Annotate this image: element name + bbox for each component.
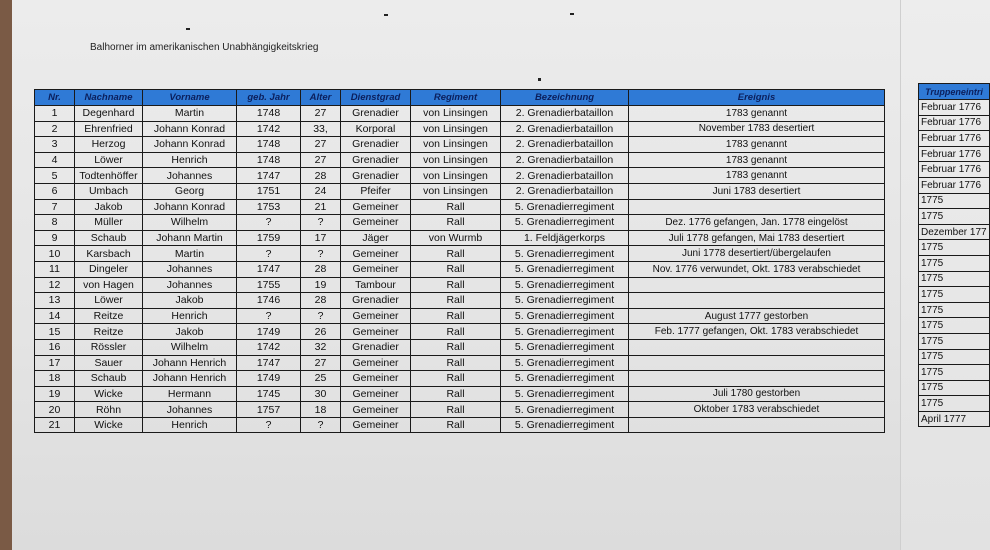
side-row bbox=[919, 396, 990, 412]
cell-bezeichnung: 1. Feldjägerkorps bbox=[501, 230, 629, 246]
cell-regiment: von Linsingen bbox=[411, 106, 501, 122]
cell-vorname: Wilhelm bbox=[143, 339, 237, 355]
cell-dienstgrad: Gemeiner bbox=[341, 261, 411, 277]
table-row bbox=[35, 339, 885, 355]
cell-truppeneintritt: 1775 bbox=[919, 271, 990, 287]
cell-geb-jahr: 1747 bbox=[237, 261, 301, 277]
side-header-row bbox=[919, 84, 990, 100]
cell-truppeneintritt: Februar 1776 bbox=[919, 146, 990, 162]
cell-nr: 11 bbox=[35, 261, 75, 277]
cell-geb-jahr: 1755 bbox=[237, 277, 301, 293]
cell-nachname: Löwer bbox=[75, 293, 143, 309]
cell-geb-jahr: 1753 bbox=[237, 199, 301, 215]
cell-bezeichnung: 5. Grenadierregiment bbox=[501, 308, 629, 324]
cell-dienstgrad: Grenadier bbox=[341, 152, 411, 168]
side-row bbox=[919, 224, 990, 240]
cell-geb-jahr: 1749 bbox=[237, 324, 301, 340]
cell-bezeichnung: 5. Grenadierregiment bbox=[501, 199, 629, 215]
cell-geb-jahr: 1745 bbox=[237, 386, 301, 402]
cell-ereignis: 1783 genannt bbox=[629, 152, 885, 168]
cell-ereignis: Juli 1778 gefangen, Mai 1783 desertiert bbox=[629, 230, 885, 246]
side-row bbox=[919, 333, 990, 349]
cell-ereignis bbox=[629, 371, 885, 387]
cell-truppeneintritt: 1775 bbox=[919, 318, 990, 334]
header-nr: Nr. bbox=[35, 90, 75, 106]
table-row bbox=[35, 386, 885, 402]
side-row bbox=[919, 271, 990, 287]
header-dienstgrad: Dienstgrad bbox=[341, 90, 411, 106]
cell-alter: ? bbox=[301, 215, 341, 231]
header-geb-jahr: geb. Jahr bbox=[237, 90, 301, 106]
cell-truppeneintritt: 1775 bbox=[919, 240, 990, 256]
cell-dienstgrad: Grenadier bbox=[341, 168, 411, 184]
cell-nr: 3 bbox=[35, 137, 75, 153]
cell-nr: 13 bbox=[35, 293, 75, 309]
table-row bbox=[35, 121, 885, 137]
cell-nr: 21 bbox=[35, 417, 75, 433]
cell-geb-jahr: 1748 bbox=[237, 106, 301, 122]
cell-vorname: Johannes bbox=[143, 277, 237, 293]
cell-alter: 21 bbox=[301, 199, 341, 215]
cell-bezeichnung: 5. Grenadierregiment bbox=[501, 355, 629, 371]
cell-truppeneintritt: 1775 bbox=[919, 193, 990, 209]
cell-ereignis: Juli 1780 gestorben bbox=[629, 386, 885, 402]
cell-regiment: Rall bbox=[411, 215, 501, 231]
cell-nachname: Schaub bbox=[75, 371, 143, 387]
table-row bbox=[35, 402, 885, 418]
cell-ereignis bbox=[629, 355, 885, 371]
table-row bbox=[35, 183, 885, 199]
cell-regiment: Rall bbox=[411, 261, 501, 277]
cell-dienstgrad: Gemeiner bbox=[341, 402, 411, 418]
cell-truppeneintritt: 1775 bbox=[919, 287, 990, 303]
cell-nachname: Wicke bbox=[75, 417, 143, 433]
cell-dienstgrad: Korporal bbox=[341, 121, 411, 137]
cell-truppeneintritt: Februar 1776 bbox=[919, 115, 990, 131]
side-row bbox=[919, 162, 990, 178]
cell-dienstgrad: Gemeiner bbox=[341, 417, 411, 433]
cell-alter: 32 bbox=[301, 339, 341, 355]
cell-regiment: von Linsingen bbox=[411, 183, 501, 199]
cell-truppeneintritt: 1775 bbox=[919, 255, 990, 271]
cell-ereignis: Nov. 1776 verwundet, Okt. 1783 verabschiedet bbox=[629, 261, 885, 277]
cell-nachname: Reitze bbox=[75, 308, 143, 324]
cell-nr: 12 bbox=[35, 277, 75, 293]
cell-nachname: Karsbach bbox=[75, 246, 143, 262]
cell-regiment: Rall bbox=[411, 199, 501, 215]
cell-ereignis bbox=[629, 277, 885, 293]
table-row bbox=[35, 324, 885, 340]
ink-mark bbox=[570, 13, 574, 15]
cell-nachname: Umbach bbox=[75, 183, 143, 199]
side-row bbox=[919, 131, 990, 147]
cell-nachname: Wicke bbox=[75, 386, 143, 402]
cell-nr: 8 bbox=[35, 215, 75, 231]
cell-bezeichnung: 5. Grenadierregiment bbox=[501, 386, 629, 402]
cell-dienstgrad: Gemeiner bbox=[341, 371, 411, 387]
cell-nachname: Jakob bbox=[75, 199, 143, 215]
cell-regiment: Rall bbox=[411, 339, 501, 355]
cell-ereignis: Dez. 1776 gefangen, Jan. 1778 eingelöst bbox=[629, 215, 885, 231]
cell-dienstgrad: Gemeiner bbox=[341, 308, 411, 324]
cell-regiment: Rall bbox=[411, 293, 501, 309]
cell-vorname: Henrich bbox=[143, 417, 237, 433]
cell-nachname: Sauer bbox=[75, 355, 143, 371]
cell-regiment: Rall bbox=[411, 308, 501, 324]
cell-dienstgrad: Gemeiner bbox=[341, 246, 411, 262]
cell-alter: 26 bbox=[301, 324, 341, 340]
cell-geb-jahr: ? bbox=[237, 417, 301, 433]
cell-alter: 18 bbox=[301, 402, 341, 418]
soldiers-table bbox=[34, 89, 885, 433]
side-row bbox=[919, 255, 990, 271]
cell-bezeichnung: 2. Grenadierbataillon bbox=[501, 121, 629, 137]
ink-mark bbox=[538, 78, 541, 81]
cell-alter: 17 bbox=[301, 230, 341, 246]
table-header-row bbox=[35, 90, 885, 106]
cell-alter: 27 bbox=[301, 137, 341, 153]
cell-geb-jahr: 1759 bbox=[237, 230, 301, 246]
cell-regiment: von Linsingen bbox=[411, 168, 501, 184]
header-truppeneintritt: Truppeneintri bbox=[919, 84, 990, 100]
cell-vorname: Johann Konrad bbox=[143, 199, 237, 215]
table-row bbox=[35, 215, 885, 231]
table-row bbox=[35, 308, 885, 324]
cell-alter: 28 bbox=[301, 168, 341, 184]
cell-vorname: Hermann bbox=[143, 386, 237, 402]
cell-regiment: von Linsingen bbox=[411, 152, 501, 168]
cell-alter: ? bbox=[301, 308, 341, 324]
cell-alter: ? bbox=[301, 417, 341, 433]
cell-vorname: Georg bbox=[143, 183, 237, 199]
ink-mark bbox=[186, 28, 190, 30]
cell-dienstgrad: Pfeifer bbox=[341, 183, 411, 199]
cell-ereignis: 1783 genannt bbox=[629, 168, 885, 184]
cell-bezeichnung: 5. Grenadierregiment bbox=[501, 293, 629, 309]
cell-ereignis bbox=[629, 293, 885, 309]
side-row bbox=[919, 349, 990, 365]
cell-alter: 30 bbox=[301, 386, 341, 402]
table-row bbox=[35, 246, 885, 262]
side-row bbox=[919, 411, 990, 427]
cell-bezeichnung: 5. Grenadierregiment bbox=[501, 402, 629, 418]
cell-alter: 19 bbox=[301, 277, 341, 293]
cell-bezeichnung: 5. Grenadierregiment bbox=[501, 324, 629, 340]
cell-geb-jahr: ? bbox=[237, 246, 301, 262]
table-row bbox=[35, 152, 885, 168]
cell-geb-jahr: 1757 bbox=[237, 402, 301, 418]
cell-regiment: Rall bbox=[411, 246, 501, 262]
cell-truppeneintritt: Februar 1776 bbox=[919, 162, 990, 178]
cell-bezeichnung: 5. Grenadierregiment bbox=[501, 261, 629, 277]
table-row bbox=[35, 355, 885, 371]
cell-nachname: Ehrenfried bbox=[75, 121, 143, 137]
cell-nachname: Todtenhöffer bbox=[75, 168, 143, 184]
cell-alter: 27 bbox=[301, 152, 341, 168]
cell-nr: 1 bbox=[35, 106, 75, 122]
cell-nr: 9 bbox=[35, 230, 75, 246]
cell-geb-jahr: 1742 bbox=[237, 339, 301, 355]
cell-vorname: Jakob bbox=[143, 324, 237, 340]
cell-nr: 18 bbox=[35, 371, 75, 387]
side-row bbox=[919, 193, 990, 209]
table-row bbox=[35, 168, 885, 184]
cell-vorname: Johann Konrad bbox=[143, 121, 237, 137]
cell-alter: 27 bbox=[301, 106, 341, 122]
table-row bbox=[35, 417, 885, 433]
cell-vorname: Johann Konrad bbox=[143, 137, 237, 153]
cell-bezeichnung: 5. Grenadierregiment bbox=[501, 417, 629, 433]
header-bezeichnung: Bezeichnung bbox=[501, 90, 629, 106]
cell-nachname: von Hagen bbox=[75, 277, 143, 293]
side-row bbox=[919, 115, 990, 131]
cell-nachname: Reitze bbox=[75, 324, 143, 340]
cell-nachname: Rössler bbox=[75, 339, 143, 355]
side-row bbox=[919, 100, 990, 116]
cell-geb-jahr: ? bbox=[237, 308, 301, 324]
cell-nr: 2 bbox=[35, 121, 75, 137]
cell-bezeichnung: 2. Grenadierbataillon bbox=[501, 183, 629, 199]
cell-regiment: Rall bbox=[411, 402, 501, 418]
cell-regiment: Rall bbox=[411, 324, 501, 340]
cell-ereignis: 1783 genannt bbox=[629, 137, 885, 153]
cell-ereignis: 1783 genannt bbox=[629, 106, 885, 122]
cell-geb-jahr: 1749 bbox=[237, 371, 301, 387]
cell-bezeichnung: 5. Grenadierregiment bbox=[501, 371, 629, 387]
cell-nr: 16 bbox=[35, 339, 75, 355]
cell-geb-jahr: ? bbox=[237, 215, 301, 231]
cell-geb-jahr: 1747 bbox=[237, 168, 301, 184]
cell-regiment: Rall bbox=[411, 277, 501, 293]
troop-entry-table bbox=[918, 83, 990, 427]
cell-bezeichnung: 2. Grenadierbataillon bbox=[501, 168, 629, 184]
cell-dienstgrad: Grenadier bbox=[341, 339, 411, 355]
table-row bbox=[35, 199, 885, 215]
cell-regiment: Rall bbox=[411, 386, 501, 402]
cell-dienstgrad: Jäger bbox=[341, 230, 411, 246]
cell-nr: 17 bbox=[35, 355, 75, 371]
cell-truppeneintritt: 1775 bbox=[919, 349, 990, 365]
cell-truppeneintritt: Februar 1776 bbox=[919, 100, 990, 116]
cell-nachname: Dingeler bbox=[75, 261, 143, 277]
header-alter: Alter bbox=[301, 90, 341, 106]
cell-truppeneintritt: Februar 1776 bbox=[919, 177, 990, 193]
side-row bbox=[919, 240, 990, 256]
cell-dienstgrad: Grenadier bbox=[341, 106, 411, 122]
cell-geb-jahr: 1751 bbox=[237, 183, 301, 199]
cell-alter: 27 bbox=[301, 355, 341, 371]
table-row bbox=[35, 230, 885, 246]
cell-ereignis: Feb. 1777 gefangen, Okt. 1783 verabschiedet bbox=[629, 324, 885, 340]
cell-nr: 5 bbox=[35, 168, 75, 184]
cell-regiment: Rall bbox=[411, 371, 501, 387]
cell-vorname: Johann Henrich bbox=[143, 371, 237, 387]
cell-vorname: Martin bbox=[143, 106, 237, 122]
cell-regiment: von Wurmb bbox=[411, 230, 501, 246]
cell-nachname: Röhn bbox=[75, 402, 143, 418]
cell-nr: 6 bbox=[35, 183, 75, 199]
cell-vorname: Henrich bbox=[143, 152, 237, 168]
cell-ereignis: Juni 1778 desertiert/übergelaufen bbox=[629, 246, 885, 262]
table-row bbox=[35, 137, 885, 153]
cell-truppeneintritt: 1775 bbox=[919, 302, 990, 318]
table-row bbox=[35, 371, 885, 387]
cell-bezeichnung: 2. Grenadierbataillon bbox=[501, 106, 629, 122]
table-row bbox=[35, 106, 885, 122]
cell-truppeneintritt: 1775 bbox=[919, 396, 990, 412]
cell-nr: 7 bbox=[35, 199, 75, 215]
header-ereignis: Ereignis bbox=[629, 90, 885, 106]
cell-truppeneintritt: 1775 bbox=[919, 333, 990, 349]
cell-dienstgrad: Gemeiner bbox=[341, 355, 411, 371]
cell-alter: ? bbox=[301, 246, 341, 262]
cell-vorname: Johannes bbox=[143, 261, 237, 277]
header-vorname: Vorname bbox=[143, 90, 237, 106]
cell-alter: 28 bbox=[301, 293, 341, 309]
cell-geb-jahr: 1746 bbox=[237, 293, 301, 309]
cell-ereignis: Oktober 1783 verabschiedet bbox=[629, 402, 885, 418]
cell-nr: 4 bbox=[35, 152, 75, 168]
cell-dienstgrad: Gemeiner bbox=[341, 386, 411, 402]
cell-bezeichnung: 5. Grenadierregiment bbox=[501, 339, 629, 355]
side-row bbox=[919, 380, 990, 396]
cell-dienstgrad: Grenadier bbox=[341, 293, 411, 309]
cell-nachname: Müller bbox=[75, 215, 143, 231]
side-row bbox=[919, 302, 990, 318]
cell-truppeneintritt: Dezember 177 bbox=[919, 224, 990, 240]
cell-nr: 20 bbox=[35, 402, 75, 418]
cell-vorname: Johann Henrich bbox=[143, 355, 237, 371]
cell-nr: 14 bbox=[35, 308, 75, 324]
table-row bbox=[35, 277, 885, 293]
header-nachname: Nachname bbox=[75, 90, 143, 106]
cell-bezeichnung: 5. Grenadierregiment bbox=[501, 215, 629, 231]
cell-bezeichnung: 5. Grenadierregiment bbox=[501, 277, 629, 293]
cell-nr: 15 bbox=[35, 324, 75, 340]
cell-ereignis bbox=[629, 199, 885, 215]
cell-regiment: von Linsingen bbox=[411, 137, 501, 153]
cell-nachname: Herzog bbox=[75, 137, 143, 153]
side-row bbox=[919, 365, 990, 381]
side-row bbox=[919, 318, 990, 334]
cell-nachname: Degenhard bbox=[75, 106, 143, 122]
cell-alter: 25 bbox=[301, 371, 341, 387]
side-row bbox=[919, 287, 990, 303]
table-row bbox=[35, 261, 885, 277]
cell-ereignis bbox=[629, 339, 885, 355]
cell-dienstgrad: Grenadier bbox=[341, 137, 411, 153]
cell-vorname: Johannes bbox=[143, 402, 237, 418]
cell-vorname: Jakob bbox=[143, 293, 237, 309]
cell-geb-jahr: 1748 bbox=[237, 137, 301, 153]
cell-nr: 19 bbox=[35, 386, 75, 402]
cell-truppeneintritt: 1775 bbox=[919, 209, 990, 225]
cell-regiment: Rall bbox=[411, 355, 501, 371]
cell-alter: 24 bbox=[301, 183, 341, 199]
cell-dienstgrad: Gemeiner bbox=[341, 215, 411, 231]
document-title: Balhorner im amerikanischen Unabhängigkeitskrieg bbox=[90, 42, 319, 53]
ink-mark bbox=[384, 14, 388, 16]
cell-truppeneintritt: 1775 bbox=[919, 380, 990, 396]
cell-nr: 10 bbox=[35, 246, 75, 262]
cell-geb-jahr: 1747 bbox=[237, 355, 301, 371]
cell-vorname: Wilhelm bbox=[143, 215, 237, 231]
cell-dienstgrad: Gemeiner bbox=[341, 199, 411, 215]
cell-dienstgrad: Gemeiner bbox=[341, 324, 411, 340]
cell-ereignis: November 1783 desertiert bbox=[629, 121, 885, 137]
cell-vorname: Henrich bbox=[143, 308, 237, 324]
cell-nachname: Löwer bbox=[75, 152, 143, 168]
cell-nachname: Schaub bbox=[75, 230, 143, 246]
cell-bezeichnung: 2. Grenadierbataillon bbox=[501, 137, 629, 153]
side-row bbox=[919, 209, 990, 225]
cell-bezeichnung: 2. Grenadierbataillon bbox=[501, 152, 629, 168]
cell-truppeneintritt: Februar 1776 bbox=[919, 131, 990, 147]
side-row bbox=[919, 146, 990, 162]
side-row bbox=[919, 177, 990, 193]
table-row bbox=[35, 293, 885, 309]
cell-bezeichnung: 5. Grenadierregiment bbox=[501, 246, 629, 262]
cell-regiment: von Linsingen bbox=[411, 121, 501, 137]
cell-ereignis bbox=[629, 417, 885, 433]
cell-ereignis: August 1777 gestorben bbox=[629, 308, 885, 324]
header-regiment: Regiment bbox=[411, 90, 501, 106]
cell-vorname: Johann Martin bbox=[143, 230, 237, 246]
cell-vorname: Johannes bbox=[143, 168, 237, 184]
cell-ereignis: Juni 1783 desertiert bbox=[629, 183, 885, 199]
cell-vorname: Martin bbox=[143, 246, 237, 262]
cell-alter: 28 bbox=[301, 261, 341, 277]
cell-dienstgrad: Tambour bbox=[341, 277, 411, 293]
cell-truppeneintritt: 1775 bbox=[919, 365, 990, 381]
cell-alter: 33, bbox=[301, 121, 341, 137]
cell-regiment: Rall bbox=[411, 417, 501, 433]
cell-truppeneintritt: April 1777 bbox=[919, 411, 990, 427]
cell-geb-jahr: 1748 bbox=[237, 152, 301, 168]
cell-geb-jahr: 1742 bbox=[237, 121, 301, 137]
